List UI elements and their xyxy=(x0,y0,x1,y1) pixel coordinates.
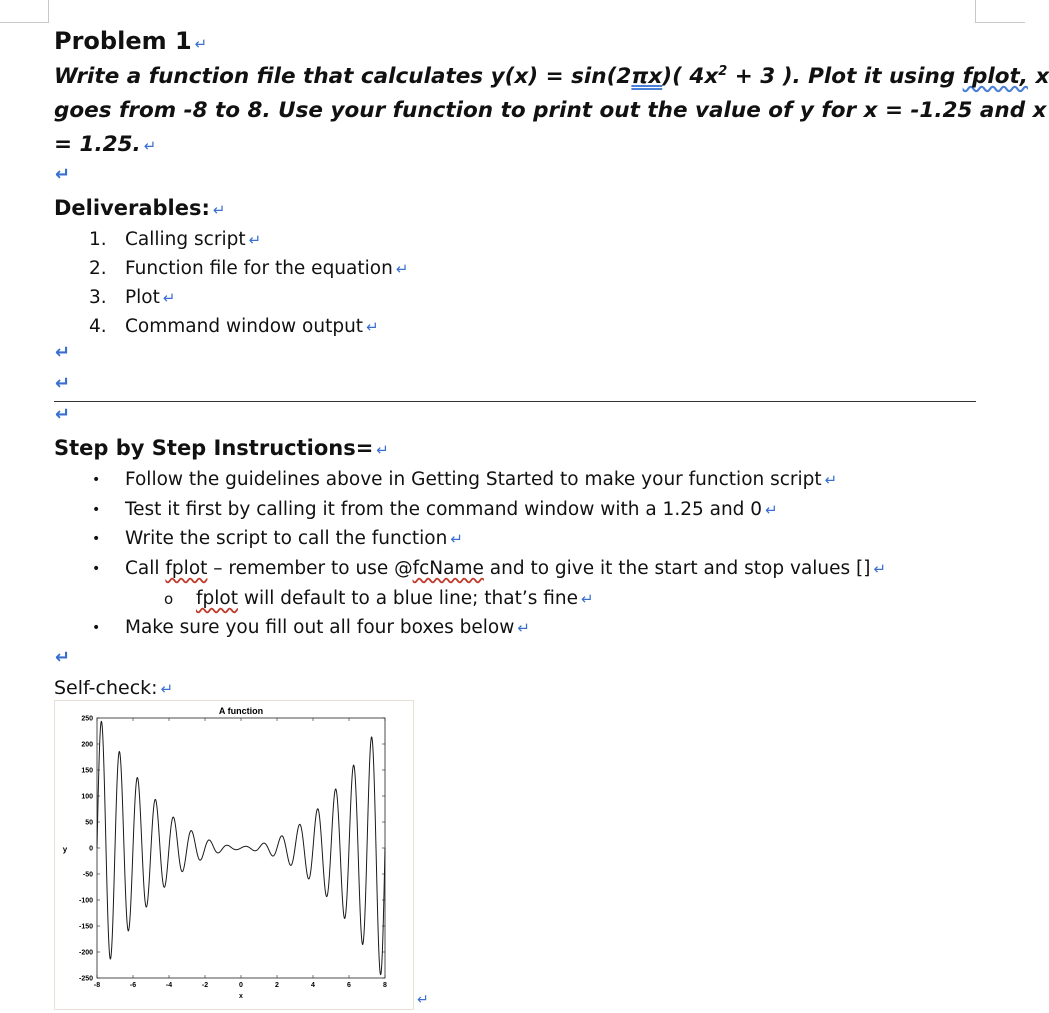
problem-pi-x: πx xyxy=(631,64,663,90)
problem-fplot-word: fplot, xyxy=(962,64,1028,90)
steps-heading xyxy=(54,436,389,460)
chart-y-tick-label: 0 xyxy=(89,845,93,853)
step-text: will default to a blue line; that’s fine xyxy=(237,588,579,609)
page-crop-mark-left xyxy=(0,0,49,23)
chart-x-tick-label: -6 xyxy=(129,982,137,989)
problem-statement-line-1 xyxy=(54,64,1049,89)
paragraph-mark-icon: ↵ xyxy=(143,137,157,155)
deliverable-number: 4. xyxy=(89,316,107,337)
problem-exponent: 2 xyxy=(718,64,728,79)
paragraph-mark-icon: ↵ xyxy=(162,289,176,307)
step-text: Call xyxy=(125,558,166,579)
chart-y-tick-label: 200 xyxy=(81,741,93,749)
chart-y-axis-label: y xyxy=(62,845,68,854)
chart-x-tick-label: -8 xyxy=(93,982,101,989)
empty-paragraph-mark-icon: ↵ xyxy=(55,647,71,668)
chart-x-tick-label: 4 xyxy=(311,982,315,989)
chart-y-tick-label: -200 xyxy=(78,949,93,957)
deliverables-heading-text: Deliverables: xyxy=(54,196,210,220)
paragraph-mark-icon: ↵ xyxy=(450,530,463,548)
bullet-icon: • xyxy=(92,502,101,518)
problem-statement-line-3 xyxy=(54,132,156,157)
deliverable-item xyxy=(125,287,175,308)
chart-y-tick-label: -250 xyxy=(78,975,93,983)
deliverable-number: 1. xyxy=(89,229,107,250)
chart-x-tick-label: 0 xyxy=(239,982,243,989)
step-text: and to give it the start and stop values [] xyxy=(483,558,871,579)
problem-title-text: Problem 1 xyxy=(54,27,192,55)
bullet-icon: • xyxy=(92,620,101,636)
deliverables-heading xyxy=(54,196,225,220)
deliverable-text: Plot xyxy=(125,287,160,308)
paragraph-mark-icon: ↵ xyxy=(581,590,594,608)
chart-x-axis-label: x xyxy=(239,993,243,1000)
deliverable-number: 3. xyxy=(89,287,107,308)
chart-x-tick-label: -2 xyxy=(201,982,209,989)
chart-y-tick-label: -50 xyxy=(82,871,93,879)
deliverable-text: Command window output xyxy=(125,316,364,337)
step-fcname-word: fcName xyxy=(412,558,484,579)
paragraph-mark-icon: ↵ xyxy=(417,992,429,1008)
paragraph-mark-icon: ↵ xyxy=(824,471,838,489)
self-check-chart xyxy=(54,700,414,1010)
deliverable-item xyxy=(125,258,408,279)
paragraph-mark-icon: ↵ xyxy=(517,619,530,637)
step-item xyxy=(125,617,530,638)
step-text: Make sure you fill out all four boxes below xyxy=(125,617,515,638)
empty-paragraph-mark-icon: ↵ xyxy=(55,342,71,363)
step-fplot-word: fplot xyxy=(196,588,238,609)
deliverable-number: 2. xyxy=(89,258,107,279)
horizontal-rule xyxy=(54,401,976,402)
deliverable-text: Calling script xyxy=(125,229,246,250)
bullet-icon: • xyxy=(92,531,101,547)
paragraph-mark-icon: ↵ xyxy=(395,260,409,278)
steps-heading-text: Step by Step Instructions= xyxy=(54,436,374,460)
bullet-icon: • xyxy=(92,561,101,577)
deliverable-text: Function file for the equation xyxy=(125,258,393,279)
step-text: – remember to use @ xyxy=(207,558,413,579)
empty-paragraph-mark-icon: ↵ xyxy=(55,373,71,394)
self-check-label xyxy=(54,677,173,699)
step-sub-item xyxy=(196,588,594,609)
problem-statement-line-2 xyxy=(54,98,1047,123)
problem-text-part: goes from -8 to 8. Use your function to print out the value of y for x = -1.25 and x xyxy=(54,98,1047,123)
chart-series-line xyxy=(97,721,385,974)
step-text: Test it first by calling it from the command window with a 1.25 and 0 xyxy=(125,499,763,520)
step-item xyxy=(125,499,778,520)
paragraph-mark-icon: ↵ xyxy=(366,318,379,336)
problem-text-part: )( 4x xyxy=(662,64,719,90)
step-item xyxy=(125,528,463,549)
chart-title: A function xyxy=(218,706,264,716)
paragraph-mark-icon: ↵ xyxy=(194,35,208,53)
chart-y-tick-label: 150 xyxy=(81,767,93,775)
paragraph-mark-icon: ↵ xyxy=(765,501,778,519)
problem-text-part: x xyxy=(1027,64,1049,90)
page-crop-mark-right xyxy=(975,0,1025,23)
chart-y-tick-label: 100 xyxy=(81,793,93,801)
paragraph-mark-icon: ↵ xyxy=(248,231,262,249)
step-text: Write the script to call the function xyxy=(125,528,448,549)
problem-text-part: = 1.25. xyxy=(54,132,141,157)
step-item xyxy=(125,469,837,490)
problem-title xyxy=(54,27,207,55)
sub-bullet-icon: o xyxy=(164,590,174,608)
step-item xyxy=(125,558,886,579)
deliverable-item xyxy=(125,316,379,337)
chart-x-tick-label: 2 xyxy=(275,982,279,989)
chart-x-tick-label: -4 xyxy=(165,982,173,989)
problem-text-part: Write a function file that calculates y(x) = sin(2 xyxy=(54,64,632,90)
chart-svg xyxy=(55,701,413,1009)
problem-text-part: + 3 ). Plot it using xyxy=(727,64,963,90)
paragraph-mark-icon: ↵ xyxy=(212,201,226,219)
chart-x-tick-label: 6 xyxy=(347,982,351,989)
deliverable-item xyxy=(125,229,261,250)
empty-paragraph-mark-icon: ↵ xyxy=(55,164,71,185)
chart-y-tick-label: -100 xyxy=(78,897,93,905)
chart-y-tick-label: -150 xyxy=(78,923,93,931)
step-fplot-word: fplot xyxy=(165,558,208,579)
chart-y-tick-label: 250 xyxy=(81,715,93,723)
paragraph-mark-icon: ↵ xyxy=(873,560,887,578)
self-check-text: Self-check: xyxy=(54,677,158,699)
paragraph-mark-icon: ↵ xyxy=(376,441,389,459)
empty-paragraph-mark-icon: ↵ xyxy=(55,404,71,425)
step-text: Follow the guidelines above in Getting Started to make your function script xyxy=(125,469,822,490)
chart-y-tick-label: 50 xyxy=(85,819,93,827)
paragraph-mark-icon: ↵ xyxy=(160,680,174,698)
chart-x-tick-label: 8 xyxy=(383,982,387,989)
bullet-icon: • xyxy=(92,472,101,488)
